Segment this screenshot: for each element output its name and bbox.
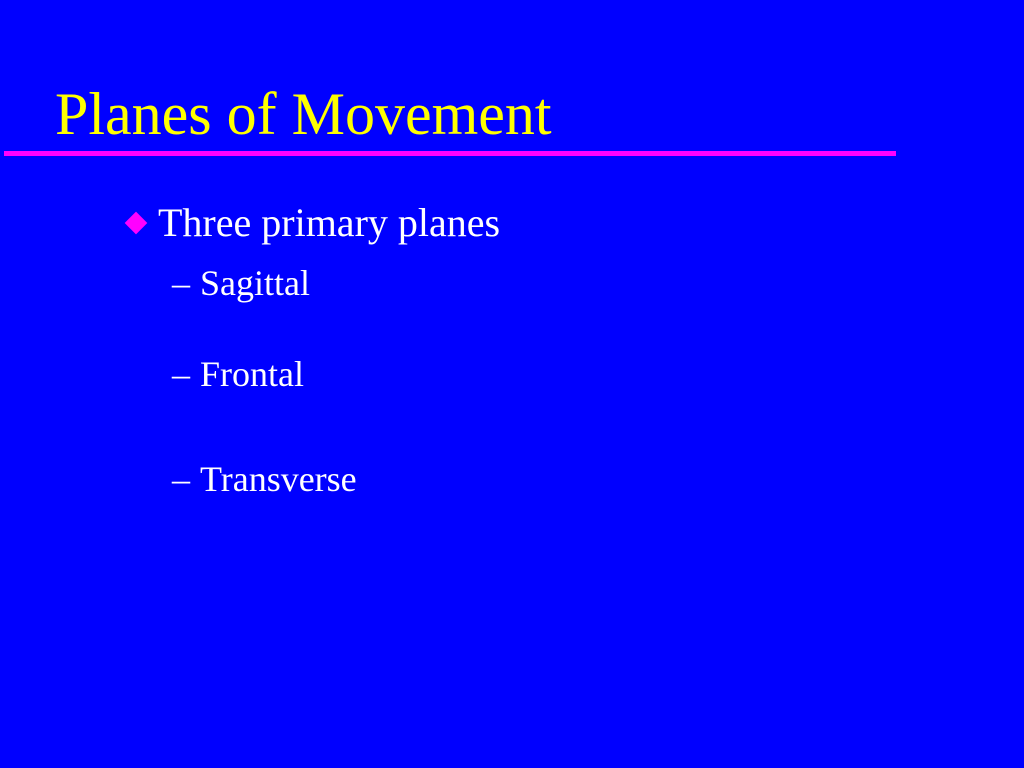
sub-item-frontal	[172, 353, 304, 395]
slide-title: Planes of Movement	[55, 81, 552, 147]
dash-marker: –	[172, 263, 190, 303]
dash-marker: –	[172, 354, 190, 394]
bullet-text: Three primary planes	[158, 200, 501, 245]
dash-marker: –	[172, 459, 190, 499]
sub-item-label: Frontal	[200, 354, 304, 394]
sub-item-label: Sagittal	[200, 263, 310, 303]
sub-item-transverse	[172, 458, 357, 500]
sub-item-sagittal	[172, 262, 310, 304]
sub-item-label: Transverse	[200, 459, 357, 499]
title-divider	[4, 151, 896, 156]
bullet-item	[124, 199, 500, 247]
diamond-bullet-icon	[125, 212, 148, 235]
